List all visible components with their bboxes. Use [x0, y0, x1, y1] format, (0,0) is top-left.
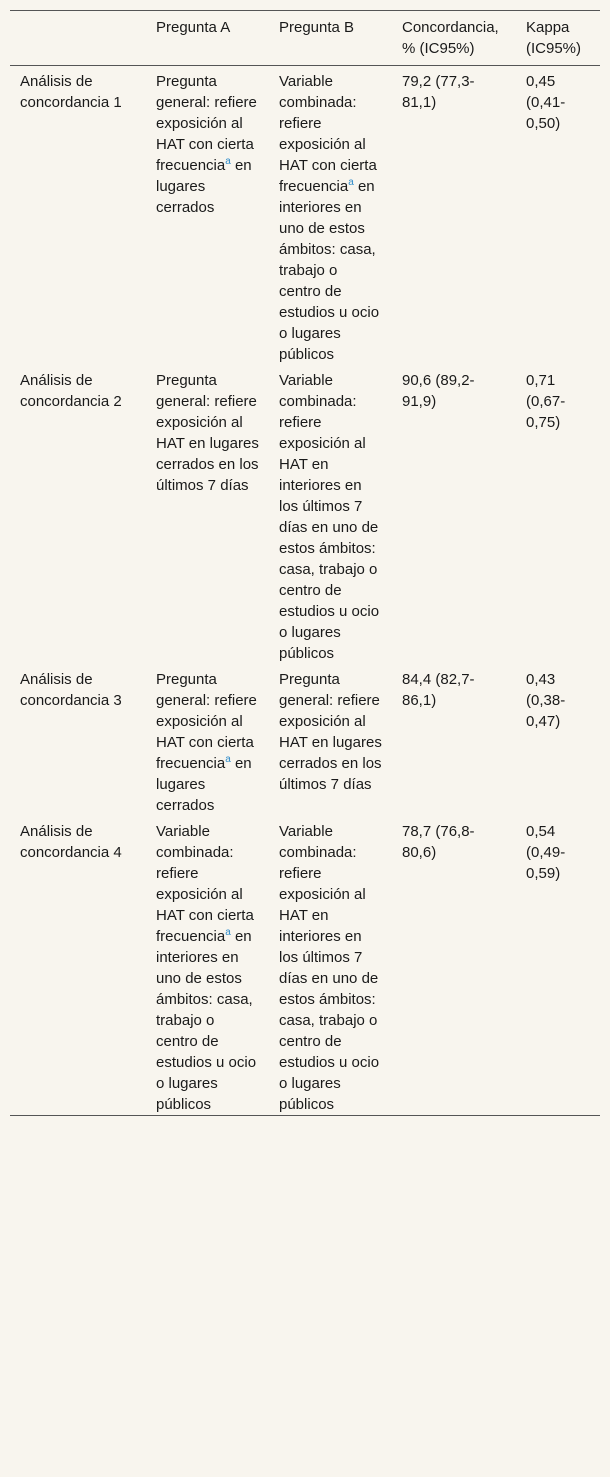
question-b-text: Pregunta general: refiere exposición al HAT en lugares cerrados en los últimos 7 días [279, 671, 382, 793]
question-a-cell [146, 66, 269, 366]
question-b-cell [269, 365, 392, 664]
table-row [10, 66, 600, 366]
analysis-label: Análisis de concordancia 2 [20, 372, 122, 410]
question-b-cell [269, 66, 392, 366]
concordance-value: 79,2 (77,3-81,1) [402, 73, 475, 111]
kappa-value: 0,71 (0,67-0,75) [526, 372, 566, 431]
analysis-label: Análisis de concordancia 4 [20, 823, 122, 861]
header-question-a: Pregunta A [156, 19, 231, 36]
analysis-label: Análisis de concordancia 3 [20, 671, 122, 709]
question-a-cell [146, 365, 269, 664]
question-a-text-cont: en interiores en uno de estos ámbitos: casa, trabajo o centro de estudios u ocio o lugares públicos [156, 928, 257, 1113]
question-a-cell [146, 816, 269, 1116]
concordance-value: 90,6 (89,2-91,9) [402, 372, 475, 410]
table-row [10, 816, 600, 1116]
kappa-value: 0,45 (0,41-0,50) [526, 73, 566, 132]
question-b-text: Variable combinada: refiere exposición al HAT en interiores en los últimos 7 días en uno de estos ámbitos: casa, trabajo o centro de estudios u ocio o lugares públicos [279, 823, 380, 1113]
concordance-value: 78,7 (76,8-80,6) [402, 823, 475, 861]
header-question-b: Pregunta B [279, 19, 355, 36]
analysis-label: Análisis de concordancia 1 [20, 73, 122, 111]
header-empty [10, 11, 146, 66]
header-concordance: Concordancia, % (IC95%) [402, 19, 499, 57]
footnote-link[interactable]: a [225, 927, 231, 938]
question-a-text: Pregunta general: refiere exposición al HAT con cierta frecuencia [156, 73, 257, 174]
table-row [10, 365, 600, 664]
kappa-value: 0,54 (0,49-0,59) [526, 823, 566, 882]
header-row [10, 11, 600, 66]
question-a-text-cont: en lugares cerrados [156, 755, 252, 814]
concordance-value: 84,4 (82,7-86,1) [402, 671, 475, 709]
footnote-link[interactable]: a [225, 156, 231, 167]
question-b-cell [269, 816, 392, 1116]
kappa-value: 0,43 (0,38-0,47) [526, 671, 566, 730]
table-row [10, 664, 600, 816]
question-a-cell [146, 664, 269, 816]
question-b-text-cont: en interiores en uno de estos ámbitos: casa, trabajo o centro de estudios u ocio o lugares públicos [279, 178, 380, 363]
question-b-text: Variable combinada: refiere exposición al HAT en interiores en los últimos 7 días en uno de estos ámbitos: casa, trabajo o centro de estudios u ocio o lugares públicos [279, 372, 380, 662]
question-a-text: Pregunta general: refiere exposición al HAT en lugares cerrados en los últimos 7 días [156, 372, 259, 494]
header-kappa: Kappa (IC95%) [526, 19, 582, 57]
question-b-text: Variable combinada: refiere exposición al HAT con cierta frecuencia [279, 73, 377, 195]
question-b-cell [269, 664, 392, 816]
question-a-text: Pregunta general: refiere exposición al HAT con cierta frecuencia [156, 671, 257, 772]
question-a-text-cont: en lugares cerrados [156, 157, 252, 216]
concordance-table [10, 10, 600, 1116]
footnote-link[interactable]: a [348, 177, 354, 188]
footnote-link[interactable]: a [225, 754, 231, 765]
question-a-text: Variable combinada: refiere exposición al HAT con cierta frecuencia [156, 823, 254, 945]
